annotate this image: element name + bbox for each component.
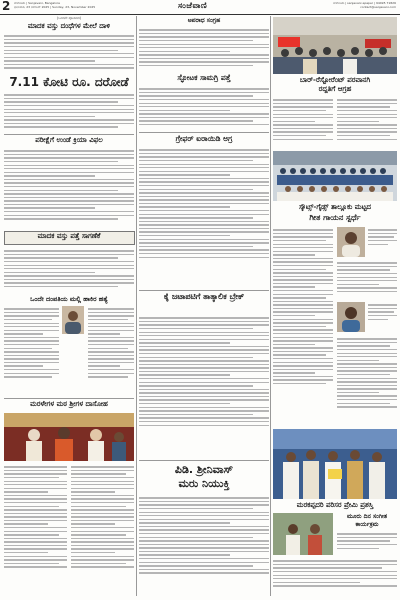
col2-article-3-text: [139, 147, 269, 287]
col3-headline-1-line1: ಬಾರ್-ರೆಸ್ಟೋರೆಂಟ್ ಪರವಾನಗಿ: [299, 76, 371, 84]
col2-article-4-text: [139, 315, 269, 455]
col2-article-2-text: [139, 86, 269, 130]
column-rule: [136, 16, 137, 596]
col1-portrait-photo: [62, 306, 84, 334]
divider: [139, 460, 269, 461]
col3-headline-2-line2: ಗೀತ ಗಾಯನ ಸ್ಪರ್ಧೆ: [309, 213, 361, 222]
header-right-line2: contact@sanjevani.com: [360, 5, 396, 9]
col1-headline-3: ಒಂದೇ ದಂಪತಿಯ ಮಲ್ಲಿ ಹಾಕಿರ ಹತ್ಯೆ: [30, 295, 108, 303]
col1-article-1-text: [4, 33, 134, 71]
column-rule: [270, 16, 271, 596]
masthead-logo: ಸಂಜೆವಾಣಿ: [178, 1, 208, 10]
header-left-line2: ಭಾನುವಾರ, 23 ನವೆಂಬರ್ 2025 | Sunday, 23, November 2025: [14, 5, 96, 9]
col2-headline-4-line1: ಪಿಡಿ. ಶ್ರೀನಿವಾಸ್: [174, 463, 234, 476]
col3-article-1-text-a: [273, 97, 333, 147]
col2-article-5-text: [139, 495, 269, 595]
page-header: [0, 0, 400, 15]
page-number: 2: [2, 0, 11, 13]
col1-article-6-text-b: [71, 464, 134, 594]
col3-article-4-text: [337, 531, 397, 557]
col1-article-3-text: [4, 148, 134, 228]
col3-article-3-text: [273, 558, 397, 596]
header-left-info: [14, 1, 95, 9]
col1-article-2-text: [4, 92, 134, 132]
col1-headline-2: ಪರೀಕ್ಷೆಗೆ ಉಂಡೆ ಕ್ರಿಯಾ ವಿಫಲ: [35, 136, 103, 144]
divider: [4, 134, 134, 135]
col2-headline-1: ಸ್ಫೋಟಕ ಸಾಮಗ್ರಿ ಪತ್ತೆ: [177, 73, 231, 82]
col2-headline-2: ಗ್ರೇಫರ್ ಐರಾಯಿಡಿ ಅಗ್ರ: [175, 134, 233, 143]
col3-award-photo: [273, 429, 397, 499]
col3-article-2-text-b: [337, 260, 397, 300]
col1-article-6-text-a: [4, 464, 67, 594]
col2-headline-4-line2: ಮರು ನಿಯುಕ್ತಿ: [178, 477, 230, 490]
col1-headline-4: ಮರಳೇಗಳ ಮಠ ಶ್ರೀಗಳ ದಾಸೋಹ: [30, 400, 108, 408]
col2-headline-3: ಕೈ ಜಟಾಪಟಿಗೆ ತಾತ್ಕಾಲಿಕ ಬ್ರೇಕ್: [163, 292, 245, 301]
col3-headline-4-line1: ಮೂರು ದಿನ ಸಂಗೀತ: [346, 513, 388, 520]
header-right-line1: ಬೆಂಗಳೂರು | sanjevani epaper | 94495 71826: [333, 1, 396, 5]
col1-headline-1: ಮಾದಕ ವಸ್ತು ದಂಧೆಗಳ ಮೇಲೆ ದಾಳಿ: [27, 22, 111, 30]
col3-headline-2-line1: ಸ್ಕೌಟ್ಸ್-ಗೈಡ್ಸ್ ತಾಲ್ಲೂಕು ಮಟ್ಟದ: [298, 203, 372, 211]
col3-caption-2: [368, 302, 397, 332]
col3-small-photo: [273, 513, 333, 555]
col3-headline-3: ಮರಕಪ್ಪದರಿ ಪರಿಸರ ಪ್ರೇಮಿ ಪ್ರಶಸ್ತಿ: [296, 501, 374, 509]
divider: [139, 132, 269, 133]
col1-event-photo: [4, 413, 134, 461]
col2-article-1-text: [139, 27, 269, 71]
col3-group-photo: [273, 151, 397, 201]
col1-article-4-text: [4, 248, 134, 293]
col2-kicker: ಅಪರಾಧ ಸಂಗ್ರಹ: [187, 17, 221, 24]
col3-article-1-text-b: [337, 97, 397, 147]
header-right-info: [333, 1, 396, 9]
col1-article-5-text-b: [88, 306, 134, 396]
divider: [4, 398, 134, 399]
col3-headline-1-line2: ರದ್ದತಿಗೆ ಆಗ್ರಹ: [318, 85, 352, 93]
col1-boxed-headline: ಮಾದಕ ವಸ್ತು ಪತ್ತೆ ಸಾಗಣೆಕೆ: [37, 232, 101, 240]
header-left-line1: ಬೆಂಗಳೂರು | Sanjevani, Bangalore: [14, 1, 60, 5]
col3-headline-4-line2: ಕಾರ್ಯಕ್ರಮ: [355, 521, 379, 528]
col3-article-2-text-c: [337, 336, 397, 426]
col1-article-5-text-a: [4, 306, 59, 396]
col3-portrait-photo-1: [337, 227, 365, 257]
col3-caption-1: [368, 227, 397, 257]
col3-article-2-text-a: [273, 227, 333, 427]
col3-protest-photo: [273, 17, 397, 74]
col1-kicker: (ಒಂದನೇ ಪುಟದಿಂದ): [56, 16, 82, 20]
col3-portrait-photo-2: [337, 302, 365, 332]
col1-big-headline: 7.11 ಕೋಟಿ ರೂ. ದರೋಡೆ: [9, 75, 129, 89]
divider: [139, 290, 269, 291]
